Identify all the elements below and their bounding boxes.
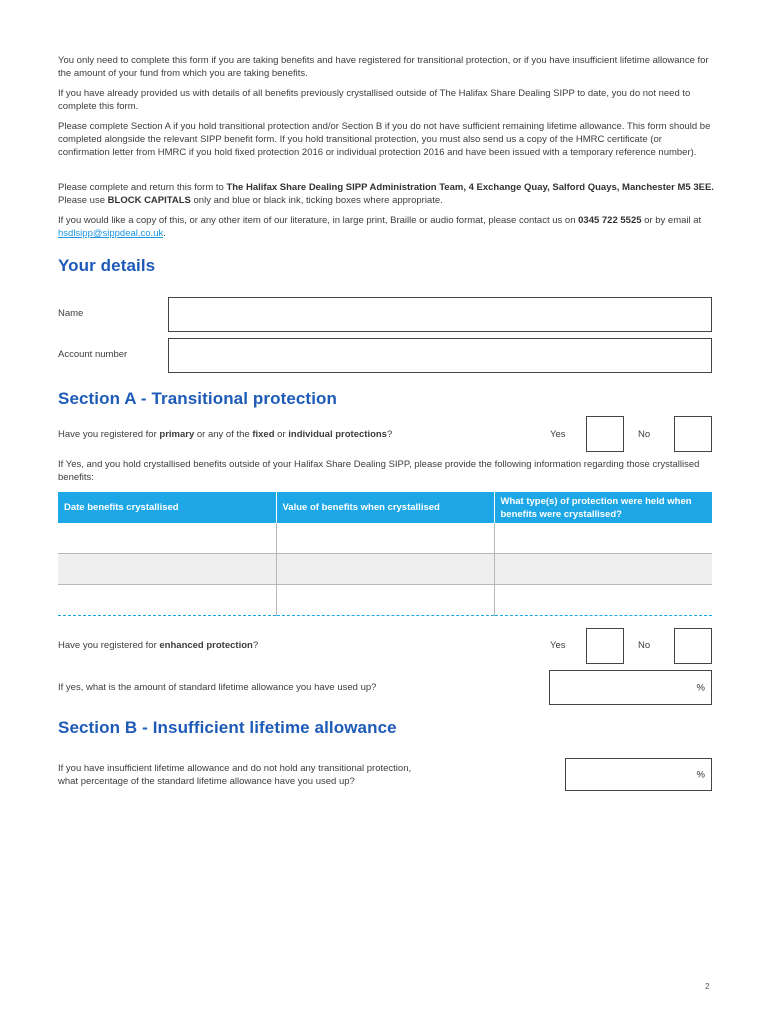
percent-sign: % <box>696 682 705 693</box>
insufficient-allowance-question: If you have insufficient lifetime allowance and do not hold any transitional protection, what percentage of the standard lifetime allowance have you used up? <box>58 763 412 788</box>
table-row <box>58 523 712 554</box>
return-address: The Halifax Share Dealing SIPP Administration Team, 4 Exchange Quay, Salford Quays, Manchester M5 3EE. <box>226 182 714 193</box>
lifetime-allowance-percent-input[interactable] <box>549 670 712 705</box>
page-number: 2 <box>705 982 710 991</box>
table-header-row <box>58 492 712 523</box>
contact-phone: 0345 722 5525 <box>578 215 642 226</box>
transitional-yes-label: Yes <box>550 429 566 440</box>
date-crystallised-header: Date benefits crystallised <box>58 492 276 523</box>
insufficient-allowance-percent-input[interactable] <box>565 758 712 791</box>
enhanced-no-label: No <box>638 640 651 651</box>
enhanced-no-checkbox[interactable] <box>674 628 712 664</box>
intro-paragraph-2: If you have already provided us with details of all benefits previously crystallised outside of The Halifax Share Dealing SIPP to date, you do not need to complete this form. <box>58 88 691 113</box>
lifetime-allowance-used-question: If yes, what is the amount of standard lifetime allowance you have used up? <box>58 682 377 693</box>
account-number-input[interactable] <box>168 338 712 373</box>
transitional-no-label: No <box>638 429 651 440</box>
contact-email-link[interactable]: hsdlsipp@sippdeal.co.uk <box>58 228 164 240</box>
intro-paragraph-3: Please complete Section A if you hold transitional protection and/or Section B if you do not have sufficient remaining lifetime allowance. This form should be completed alongside the relevant SIPP benefit form. If you hold transitional protection, you must also send us a copy of the HMRC certificate (or confirmation letter from HMRC if you hold fixed protection 2016 or individual protection 2016 and have been issued with a temporary reference number). <box>58 121 711 159</box>
value-cell[interactable] <box>276 523 494 554</box>
value-cell[interactable] <box>276 554 494 585</box>
enhanced-yes-label: Yes <box>550 640 566 651</box>
date-cell[interactable] <box>58 523 276 554</box>
transitional-protection-question: Have you registered for primary or any of the fixed or individual protections? <box>58 429 393 440</box>
account-number-label: Account number <box>58 349 128 360</box>
protection-type-header: What type(s) of protection were held when benefits were crystallised? <box>494 492 712 523</box>
date-cell[interactable] <box>58 554 276 585</box>
transitional-yes-checkbox[interactable] <box>586 416 624 452</box>
section-a-heading: Section A - Transitional protection <box>58 389 337 408</box>
table-row <box>58 554 712 585</box>
enhanced-yes-checkbox[interactable] <box>586 628 624 664</box>
value-crystallised-header: Value of benefits when crystallised <box>276 492 494 523</box>
block-capitals-text: BLOCK CAPITALS <box>107 195 191 207</box>
name-input[interactable] <box>168 297 712 332</box>
name-label: Name <box>58 308 84 319</box>
transitional-no-checkbox[interactable] <box>674 416 712 452</box>
value-cell[interactable] <box>276 585 494 616</box>
percent-sign: % <box>696 769 705 780</box>
protection-cell[interactable] <box>494 554 712 585</box>
crystallised-info-text: If Yes, and you hold crystallised benefits outside of your Halifax Share Dealing SIPP, please provide the following information regarding those crystallised benefits: <box>58 459 700 484</box>
protection-cell[interactable] <box>494 585 712 616</box>
intro-paragraph-4: Please complete and return this form to The Halifax Share Dealing SIPP Administration Team, 4 Exchange Quay, Salford Quays, Manchester M5 3EE. Please use BLOCK CAPITALS only and blue or black ink, ticking boxes where appropriate. <box>58 182 714 207</box>
enhanced-protection-question: Have you registered for enhanced protection? <box>58 640 259 651</box>
section-b-heading: Section B - Insufficient lifetime allowance <box>58 718 397 737</box>
table-row <box>58 585 712 616</box>
your-details-heading: Your details <box>58 256 156 275</box>
crystallised-benefits-table <box>58 492 712 616</box>
protection-cell[interactable] <box>494 523 712 554</box>
date-cell[interactable] <box>58 585 276 616</box>
intro-paragraph-5: If you would like a copy of this, or any other item of our literature, in large print, Braille or audio format, please contact us on 0345 722 5525 or by email at hsdlsipp@sippdeal.co.uk. <box>58 215 702 240</box>
intro-paragraph-1: You only need to complete this form if you are taking benefits and have registered for transitional protection, or if you have insufficient lifetime allowance for the amount of your fund from which you are taking benefits. <box>58 55 709 80</box>
